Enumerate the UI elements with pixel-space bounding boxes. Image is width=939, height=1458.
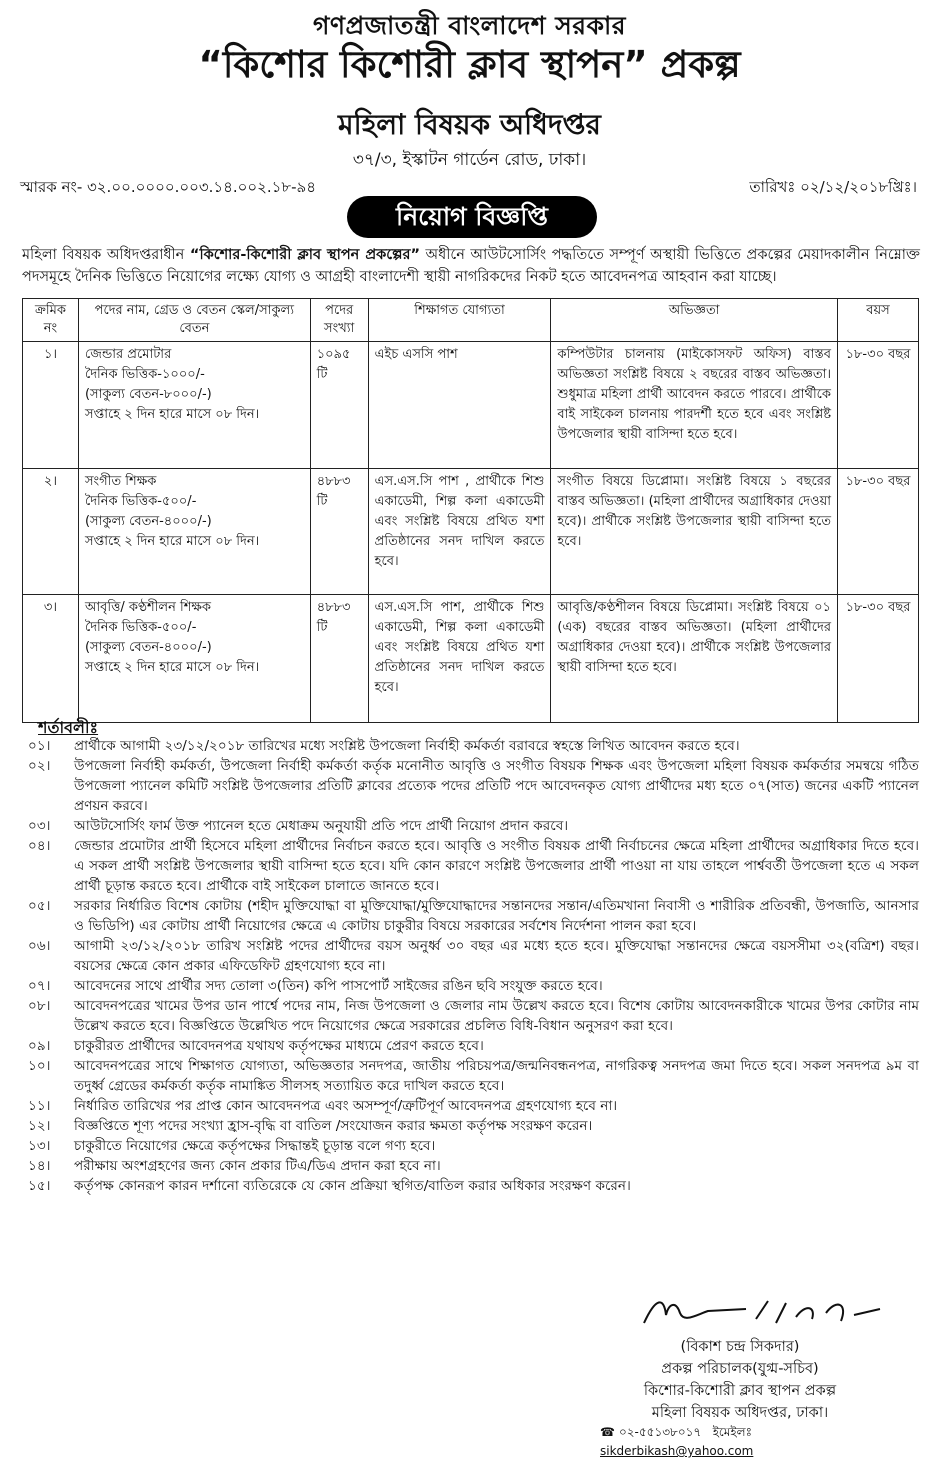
list-item bbox=[22, 1156, 919, 1176]
term-text: আবেদনের সাথে প্রার্থীর সদ্য তোলা ৩(তিন) কপি পাসপোর্ট সাইজের রঙিন ছবি সংযুক্ত করতে হবে। bbox=[74, 978, 603, 994]
term-text: আউটসোর্সিং ফার্ম উক্ত প্যানেল হতে মেধাক্রম অনুযায়ী প্রতি পদে প্রার্থী নিয়োগ প্রদান করবে। bbox=[74, 818, 569, 834]
terms-heading: শর্তাবলীঃ bbox=[38, 718, 99, 737]
signatory-project: কিশোর-কিশোরী ক্লাব স্থাপন প্রকল্প bbox=[643, 1383, 837, 1399]
list-item bbox=[22, 1116, 919, 1136]
term-text: চাকুরীতে নিয়োগের ক্ষেত্রে কর্তৃপক্ষের সিদ্ধান্তই চূড়ান্ত বলে গণ্য হবে। bbox=[74, 1138, 436, 1154]
post-schedule: সপ্তাহে ২ দিন হারে মাসে ০৮ দিন। bbox=[84, 407, 260, 422]
government-heading: গণপ্রজাতন্ত্রী বাংলাদেশ সরকার bbox=[313, 11, 626, 40]
list-item bbox=[22, 736, 919, 756]
count-unit: টি bbox=[316, 620, 328, 635]
office-address: ৩৭/৩, ইস্কাটন গার্ডেন রোড, ঢাকা। bbox=[352, 150, 587, 170]
memo-number: স্মারক নং- ৩২.০০.০০০০.০০৩.১৪.০০২.১৮-৯৪ bbox=[20, 178, 317, 196]
term-text: উপজেলা নির্বাহী কর্মকর্তা, উপজেলা নির্বাহী কর্মকর্তা কর্তৃক মনোনীত আবৃত্তি ও সংগীত বিষয়ক শিক্ষক এবং উপজেলা মহিলা বিষয়ক কর্মকর্তার সমন্বয়ে গঠিত উপজেলা প্যানেল কমিটি সংশ্লিষ্ট উপজেলার প্রতিটি ক্লাবের প্রত্যেক পদের প্রতিটি পদে আবেদনকৃত যোগ্য প্রার্থীদের মধ্য হতে ০৭(সাত) জনের একটি প্যানেল প্রণয়ন করবে। bbox=[74, 758, 919, 814]
term-text: কর্তৃপক্ষ কোনরূপ কারন দর্শানো ব্যতিরেকে যে কোন প্রক্রিয়া স্থগিত/বাতিল করার অধিকার সংরক্ষণ করেন। bbox=[74, 1178, 631, 1194]
handwritten-signature bbox=[636, 1293, 886, 1335]
cell-serial: ২। bbox=[23, 469, 79, 595]
intro-text-1: মহিলা বিষয়ক অধিদপ্তরাধীন bbox=[22, 247, 190, 263]
cell-post bbox=[78, 595, 310, 723]
term-text: নির্ধারিত তারিখের পর প্রাপ্ত কোন আবেদনপত্র এবং অসম্পূর্ণ/ত্রুটিপূর্ণ আবেদনপত্র গ্রহণযোগ্য হবে না। bbox=[74, 1098, 618, 1114]
list-item bbox=[22, 1176, 919, 1196]
term-text: বিজ্ঞপ্তিতে শূণ্য পদের সংখ্যা হ্রাস-বৃদ্ধি বা বাতিল /সংযোজন করার ক্ষমতা কর্তৃপক্ষ সংরক্ষণ করেন। bbox=[74, 1118, 593, 1134]
term-number: ০৩। bbox=[28, 818, 51, 834]
post-daily-rate: দৈনিক ভিত্তিক-১০০০/- bbox=[84, 367, 205, 382]
intro-project-name: “কিশোর-কিশোরী ক্লাব স্থাপন প্রকল্পের” bbox=[189, 247, 420, 263]
cell-experience: কম্পিউটার চালনায় (মাইকোসফট অফিস) বাস্তব অভিজ্ঞতা সংশ্লিষ্ট বিষয়ে ২ বছরের বাস্তব অভিজ্ঞতা। শুধুমাত্র মহিলা প্রার্থী আবেদন করতে পারবে। প্রার্থীকে বাই সাইকেল চালনায় পারদর্শী হতে হবে এবং সংশ্লিষ্ট উপজেলার স্থায়ী বাসিন্দা হতে হবে। bbox=[551, 342, 838, 469]
cell-experience: সংগীত বিষয়ে ডিপ্লোমা। সংশ্লিষ্ট বিষয়ে ১ বছরের বাস্তব অভিজ্ঞতা। (মহিলা প্রার্থীদের অগ্রাধিকার দেওয়া হবে)। প্রার্থীকে সংশ্লিষ্ট উপজেলার স্থায়ী বাসিন্দা হতে হবে। bbox=[551, 469, 838, 595]
issue-date: তারিখঃ ০২/১২/২০১৮খ্রিঃ। bbox=[749, 178, 917, 196]
post-name: আবৃত্তি/ কণ্ঠশীলন শিক্ষক bbox=[84, 600, 212, 615]
cell-age: ১৮-৩০ বছর bbox=[838, 342, 919, 469]
term-number: ০৬। bbox=[28, 938, 51, 954]
header-experience: অভিজ্ঞতা bbox=[551, 299, 838, 342]
project-title: “কিশোর কিশোরী ক্লাব স্থাপন” প্রকল্প bbox=[198, 43, 741, 86]
list-item bbox=[22, 996, 919, 1036]
department-name: মহিলা বিষয়ক অধিদপ্তর bbox=[338, 108, 601, 141]
header-serial: ক্রমিক নং bbox=[23, 299, 79, 342]
table-row bbox=[23, 469, 919, 595]
terms-list bbox=[22, 736, 919, 1196]
cell-age: ১৮-৩০ বছর bbox=[838, 595, 919, 723]
term-text: আবেদনপত্রের খামের উপর ডান পার্শ্বে পদের নাম, নিজ উপজেলা ও জেলার নাম উল্লেখ করতে হবে। বিশেষ কোটায় আবেদনকারীকে খামের উপর কোটার নাম উল্লেখ করতে হবে। বিজ্ঞপ্তিতে উল্লেখিত পদে নিয়োগের ক্ষেত্রে সরকারের প্রচলিত বিধি-বিধান অনুসরণ করা হবে। bbox=[74, 998, 919, 1034]
cell-count bbox=[310, 342, 368, 469]
term-number: ১৩। bbox=[28, 1138, 51, 1154]
cell-post bbox=[78, 469, 310, 595]
count-unit: টি bbox=[316, 367, 328, 382]
intro-text-2: অধীনে আউটসোর্সিং পদ্ধতিতে সম্পূর্ণ অস্থায়ী ভিত্তিতে প্রকল্পের মেয়াদকালীন নিম্নোক্ত পদসমূহে দৈনিক ভিত্তিতে নিয়োগের লক্ষ্যে যোগ্য ও আগ্রহী বাংলাদেশী স্থায়ী নাগরিকদের নিকট হতে আবেদনপত্র আহবান করা যাচ্ছে। bbox=[22, 247, 920, 285]
table-row bbox=[23, 595, 919, 723]
contact-line bbox=[600, 1424, 900, 1458]
post-schedule: সপ্তাহে ২ দিন হারে মাসে ০৮ দিন। bbox=[84, 660, 260, 675]
term-text: পরীক্ষায় অংশগ্রহণের জন্য কোন প্রকার টিএ/ডিএ প্রদান করা হবে না। bbox=[74, 1158, 441, 1174]
term-number: ১২। bbox=[28, 1118, 51, 1134]
term-number: ০১। bbox=[28, 738, 51, 754]
signatory-name: (বিকাশ চন্দ্র সিকদার) bbox=[680, 1339, 800, 1355]
term-number: ০৯। bbox=[28, 1038, 51, 1054]
list-item bbox=[22, 976, 919, 996]
count-value: ১০৯৫ bbox=[316, 347, 351, 362]
header-post: পদের নাম, গ্রেড ও বেতন স্কেল/সাকুল্য বেতন bbox=[78, 299, 310, 342]
list-item bbox=[22, 1056, 919, 1096]
count-value: ৪৮৮৩ bbox=[316, 600, 351, 615]
cell-education: এস.এস.সি পাশ, প্রার্থীকে শিশু একাডেমী, শিল্প কলা একাডেমী এবং সংশ্লিষ্ট বিষয়ে প্রথিত যশা প্রতিষ্ঠানের সনদ দাখিল করতে হবে। bbox=[368, 595, 551, 723]
term-text: চাকুরীরত প্রার্থীদের আবেদনপত্র যথাযথ কর্তৃপক্ষের মাধ্যমে প্রেরণ করতে হবে। bbox=[74, 1038, 484, 1054]
signatory-title: প্রকল্প পরিচালক(যুগ্ম-সচিব) bbox=[661, 1361, 819, 1377]
cell-count bbox=[310, 595, 368, 723]
term-text: আগামী ২৩/১২/২০১৮ তারিখ সংশ্লিষ্ট পদের প্রার্থীদের বয়স অনুর্ধ্ব ৩০ বছর এর মধ্যে হতে হবে। মুক্তিযোদ্ধা সন্তানদের ক্ষেত্রে বয়সসীমা ৩২(বত্রিশ) বছর। বয়সের ক্ষেত্রে কোন প্রকার এফিডেফিট গ্রহণযোগ্য হবে না। bbox=[74, 938, 919, 974]
term-number: ০৭। bbox=[28, 978, 51, 994]
term-number: ০২। bbox=[28, 758, 51, 774]
term-text: প্রার্থীকে আগামী ২৩/১২/২০১৮ তারিখের মধ্যে সংশ্লিষ্ট উপজেলা নির্বাহী কর্মকর্তা বরাবরে স্বহস্তে লিখিত আবেদন করতে হবে। bbox=[74, 738, 740, 754]
cell-count bbox=[310, 469, 368, 595]
list-item bbox=[22, 1136, 919, 1156]
telephone-icon: ☎ bbox=[600, 1425, 615, 1439]
list-item bbox=[22, 896, 919, 936]
cell-post bbox=[78, 342, 310, 469]
term-number: ১১। bbox=[28, 1098, 51, 1114]
term-number: ০৮। bbox=[28, 998, 51, 1014]
term-number: ১০। bbox=[28, 1058, 51, 1074]
cell-age: ১৮-৩০ বছর bbox=[838, 469, 919, 595]
recruitment-notice-banner: নিয়োগ বিজ্ঞপ্তি bbox=[347, 196, 597, 238]
term-text: আবেদনপত্রের সাথে শিক্ষাগত যোগ্যতা, অভিজ্ঞতার সনদপত্র, জাতীয় পরিচয়পত্র/জন্মনিবন্ধনপত্র, নাগরিকত্ব সনদপত্র জমা দিতে হবে। সকল সনদপত্র ৯ম বা তদুর্ধ্ব গ্রেডের কর্মকর্তা কর্তৃক নামাঙ্কিত সীলসহ সত্যায়িত করে দাখিল করতে হবে। bbox=[74, 1058, 919, 1094]
cell-serial: ১। bbox=[23, 342, 79, 469]
posts-table bbox=[22, 298, 919, 723]
header-count: পদের সংখ্যা bbox=[310, 299, 368, 342]
intro-paragraph bbox=[22, 244, 920, 288]
email-address[interactable]: sikderbikash@yahoo.com bbox=[600, 1444, 754, 1458]
list-item bbox=[22, 1096, 919, 1116]
term-number: ১৪। bbox=[28, 1158, 51, 1174]
term-text: সরকার নির্ধারিত বিশেষ কোটায় (শহীদ মুক্তিযোদ্ধা বা মুক্তিযোদ্ধা/মুক্তিযোদ্ধাদের সন্তানদের সন্তান/এতিমখানা নিবাসী ও শারীরিক প্রতিবন্ধী, উপজাতি, আনসার ও ভিডিপি) এর কোটায় প্রার্থী নিয়োগের ক্ষেত্রে এ কোটায় চাকুরীর বিষয়ে সরকারের সর্বশেষ নির্দেশনা পালন করা হবে। bbox=[74, 898, 919, 934]
list-item bbox=[22, 816, 919, 836]
term-number: ০৪। bbox=[28, 838, 51, 854]
header-education: শিক্ষাগত যোগ্যতা bbox=[368, 299, 551, 342]
list-item bbox=[22, 1036, 919, 1056]
post-total-salary: (সাকুল্য বেতন-৪০০০/-) bbox=[84, 514, 212, 529]
cell-serial: ৩। bbox=[23, 595, 79, 723]
term-text: জেন্ডার প্রমোটার প্রার্থী হিসেবে মহিলা প্রার্থীদের নির্বাচন করতে হবে। আবৃত্তি ও সংগীত বিষয়ক প্রার্থী নির্বাচনের ক্ষেত্রে মহিলা প্রার্থীদের অগ্রাধিকার দিতে হবে। এ সকল প্রার্থী সংশ্লিষ্ট উপজেলার স্থায়ী বাসিন্দা হতে হবে। যদি কোন কারণে সংশ্লিষ্ট উপজেলার প্রার্থী পাওয়া না যায় তাহলে পার্শ্ববর্তী উপজেলা হতে এ সকল প্রার্থী চূড়ান্ত করতে হবে। প্রার্থীকে বাই সাইকেল চালাতে জানতে হবে। bbox=[74, 838, 919, 894]
cell-education: এইচ এসসি পাশ bbox=[368, 342, 551, 469]
email-label: ইমেইলঃ bbox=[712, 1425, 752, 1439]
post-daily-rate: দৈনিক ভিত্তিক-৫০০/- bbox=[84, 620, 197, 635]
list-item bbox=[22, 756, 919, 816]
post-name: জেন্ডার প্রমোটার bbox=[84, 347, 172, 362]
list-item bbox=[22, 836, 919, 896]
post-total-salary: (সাকুল্য বেতন-৪০০০/-) bbox=[84, 640, 212, 655]
list-item bbox=[22, 936, 919, 976]
table-row bbox=[23, 342, 919, 469]
cell-experience: আবৃত্তি/কণ্ঠশীলন বিষয়ে ডিপ্লোমা। সংশ্লিষ্ট বিষয়ে ০১ (এক) বছরের বাস্তব অভিজ্ঞতা। (মহিলা প্রার্থীদের অগ্রাধিকার দেওয়া হবে)। প্রার্থীকে সংশ্লিষ্ট উপজেলার স্থায়ী বাসিন্দা হতে হবে। bbox=[551, 595, 838, 723]
count-value: ৪৮৮৩ bbox=[316, 474, 351, 489]
cell-education: এস.এস.সি পাশ , প্রার্থীকে শিশু একাডেমী, শিল্প কলা একাডেমী এবং সংশ্লিষ্ট বিষয়ে প্রথিত যশা প্রতিষ্ঠানের সনদ দাখিল করতে হবে। bbox=[368, 469, 551, 595]
header-age: বয়স bbox=[838, 299, 919, 342]
signatory-office: মহিলা বিষয়ক অধিদপ্তর, ঢাকা। bbox=[651, 1405, 829, 1421]
post-daily-rate: দৈনিক ভিত্তিক-৫০০/- bbox=[84, 494, 197, 509]
phone-number: ০২-৫৫১৩৮০১৭ bbox=[618, 1425, 702, 1439]
post-total-salary: (সাকুল্য বেতন-৮০০০/-) bbox=[84, 387, 212, 402]
term-number: ০৫। bbox=[28, 898, 51, 914]
post-schedule: সপ্তাহে ২ দিন হারে মাসে ০৮ দিন। bbox=[84, 534, 260, 549]
table-header-row bbox=[23, 299, 919, 342]
term-number: ১৫। bbox=[28, 1178, 51, 1194]
count-unit: টি bbox=[316, 494, 328, 509]
post-name: সংগীত শিক্ষক bbox=[84, 474, 157, 489]
